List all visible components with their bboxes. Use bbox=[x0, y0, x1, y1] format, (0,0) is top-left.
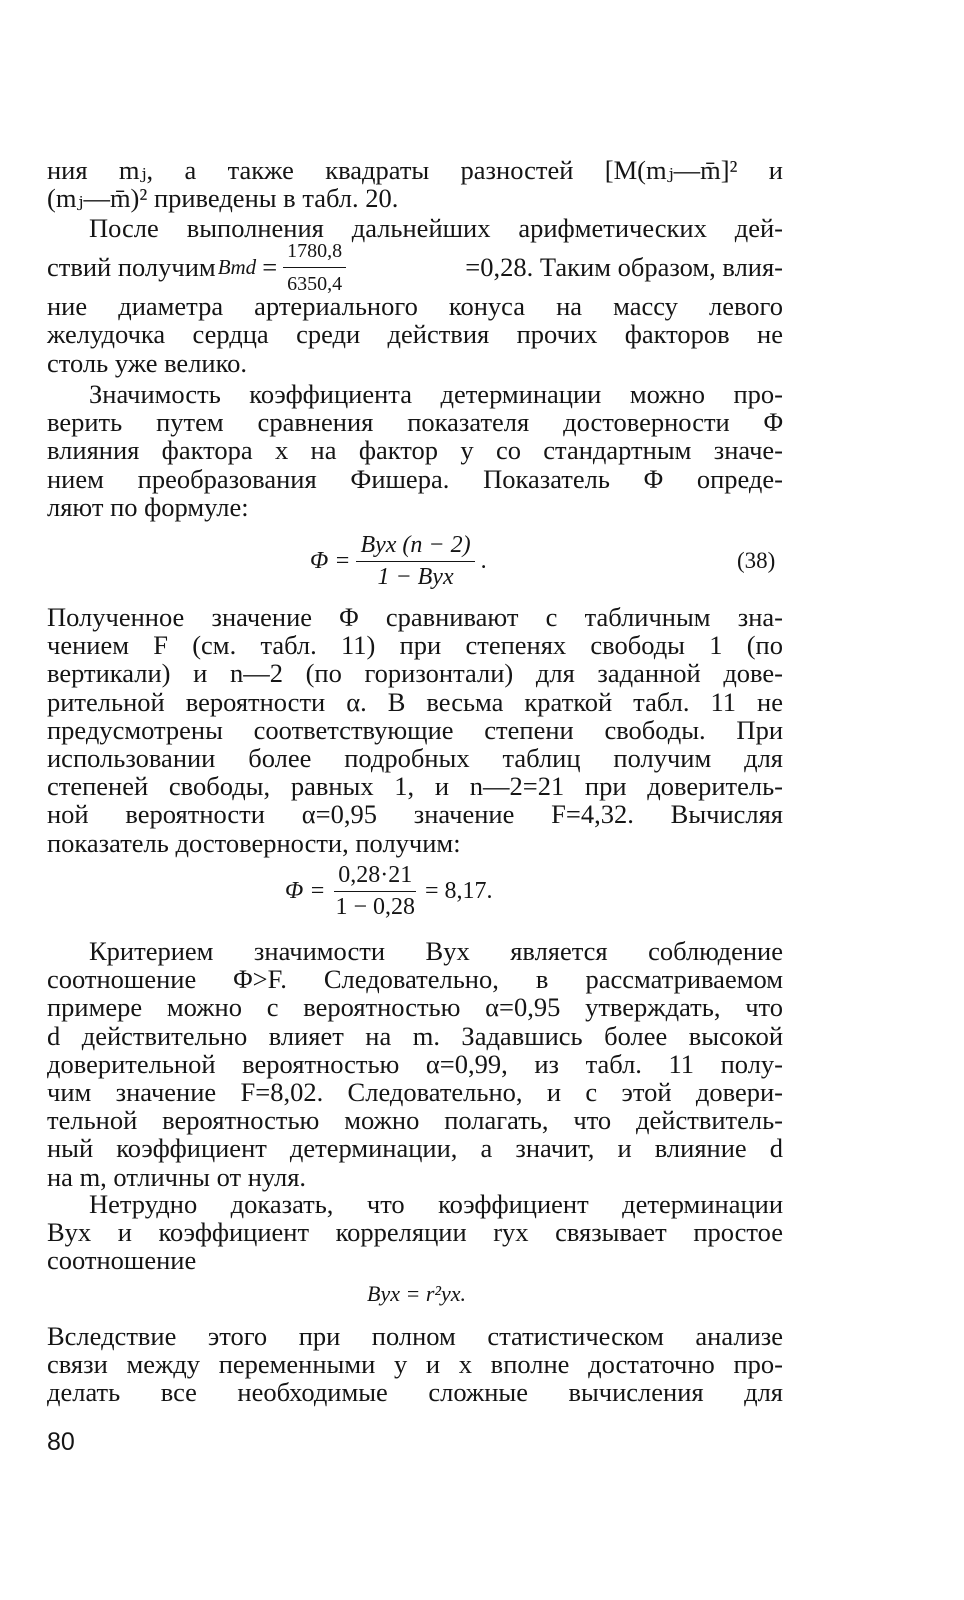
text-line: Вследствие этого при полном статистическом анализе bbox=[47, 1321, 783, 1351]
text-line: верить путем сравнения показателя достоверности Φ bbox=[47, 407, 783, 438]
formula-lhs: Φ = bbox=[310, 548, 351, 574]
page-number: 80 bbox=[47, 1428, 75, 1456]
formula-38 bbox=[310, 532, 487, 591]
formula-fraction bbox=[356, 532, 474, 591]
fraction-denominator: 1 − Byx bbox=[377, 564, 454, 590]
text-line: делать все необходимые сложные вычисления для bbox=[47, 1377, 783, 1408]
text-line: желудочка сердца среди действия прочих факторов не bbox=[47, 319, 783, 350]
paragraph-7 bbox=[47, 1322, 783, 1407]
text-line: Критерием значимости Byx является соблюдение bbox=[89, 936, 783, 966]
inline-fraction bbox=[283, 237, 346, 298]
text-line: ляют по формуле: bbox=[47, 491, 249, 522]
text-line: ния mⱼ, а также квадраты разностей [M(mⱼ—m̄]² и bbox=[47, 155, 783, 185]
text-fragment: ствий получим bbox=[47, 252, 216, 283]
paragraph-3 bbox=[47, 380, 783, 521]
text-line: примере можно с вероятностью α=0,95 утверждать, что bbox=[47, 992, 783, 1023]
fraction-numerator: 1780,8 bbox=[283, 237, 346, 268]
text-line: связи между переменными y и x вполне достаточно про- bbox=[47, 1349, 783, 1380]
text-line: нием преобразования Фишера. Показатель Φ опреде- bbox=[47, 463, 783, 494]
text-line: ный коэффициент детерминации, а значит, и влияние d bbox=[47, 1133, 783, 1164]
text-line: на m, отличны от нуля. bbox=[47, 1161, 307, 1192]
text-line: предусмотрены соответствующие степени свободы. При bbox=[47, 714, 783, 745]
formula-lhs: Φ = bbox=[285, 878, 326, 904]
equals-sign: = bbox=[262, 252, 278, 283]
fraction-numerator: Byx (n − 2) bbox=[356, 532, 474, 562]
text-line: чением F (см. табл. 11) при степенях свободы 1 (по bbox=[47, 630, 783, 661]
formula-b-r-relation bbox=[367, 1281, 466, 1307]
text-line-with-fraction bbox=[47, 239, 783, 295]
equation-number: (38) bbox=[737, 548, 776, 573]
text-line: рительной вероятности α. В весьма краткой табл. 11 не bbox=[47, 686, 783, 717]
fraction-numerator: 0,28·21 bbox=[334, 862, 416, 892]
text-line: степеней свободы, равных 1, и n—2=21 при доверитель- bbox=[47, 771, 783, 802]
text-fragment: =0,28. Таким образом, влия- bbox=[465, 252, 783, 283]
text-line: d действительно влияет на m. Задавшись более высокой bbox=[47, 1020, 783, 1051]
text-line: ной вероятности α=0,95 значение F=4,32. Вычисляя bbox=[47, 799, 783, 830]
paragraph-2 bbox=[47, 214, 783, 377]
paragraph-1 bbox=[47, 156, 783, 212]
text-line: доверительной вероятностью α=0,99, из табл. 11 полу- bbox=[47, 1048, 783, 1079]
text-line: соотношение bbox=[47, 1245, 197, 1276]
fraction-denominator: 1 − 0,28 bbox=[335, 894, 416, 920]
formula-text: Byx = r²yx. bbox=[367, 1281, 466, 1306]
paragraph-5 bbox=[47, 937, 783, 1191]
math-variable: Bmd bbox=[217, 255, 257, 280]
paragraph-4 bbox=[47, 603, 783, 857]
formula-rhs: = 8,17. bbox=[425, 878, 493, 904]
text-line: чим значение F=8,02. Следовательно, и с этой довери- bbox=[47, 1077, 783, 1108]
text-line: использовании более подробных таблиц получим для bbox=[47, 743, 783, 774]
formula-phi-calculation bbox=[285, 862, 493, 921]
text-line: показатель достоверности, получим: bbox=[47, 827, 461, 858]
text-line: После выполнения дальнейших арифметических дей- bbox=[89, 213, 783, 243]
text-line: Byx и коэффициент корреляции ryx связывает простое bbox=[47, 1217, 783, 1248]
formula-fraction bbox=[331, 862, 419, 921]
text-line: Полученное значение Φ сравнивают с табличным зна- bbox=[47, 602, 783, 632]
paragraph-6 bbox=[47, 1190, 783, 1275]
text-line: столь уже велико. bbox=[47, 347, 248, 378]
text-line: тельной вероятностью можно полагать, что действитель- bbox=[47, 1105, 783, 1136]
text-line: соотношение Φ>F. Следовательно, в рассматриваемом bbox=[47, 964, 783, 995]
text-line: вертикали) и n—2 (по горизонтали) для заданной дове- bbox=[47, 658, 783, 689]
fraction-denominator: 6350,4 bbox=[287, 272, 343, 295]
text-line: влияния фактора x на фактор y со стандартным значе- bbox=[47, 435, 783, 466]
text-line: Нетрудно доказать, что коэффициент детерминации bbox=[89, 1189, 783, 1219]
text-line: (mⱼ—m̄)² приведены в табл. 20. bbox=[47, 183, 399, 214]
formula-period: . bbox=[480, 548, 487, 574]
text-line: ние диаметра артериального конуса на массу левого bbox=[47, 291, 783, 322]
text-line: Значимость коэффициента детерминации можно про- bbox=[89, 379, 783, 409]
